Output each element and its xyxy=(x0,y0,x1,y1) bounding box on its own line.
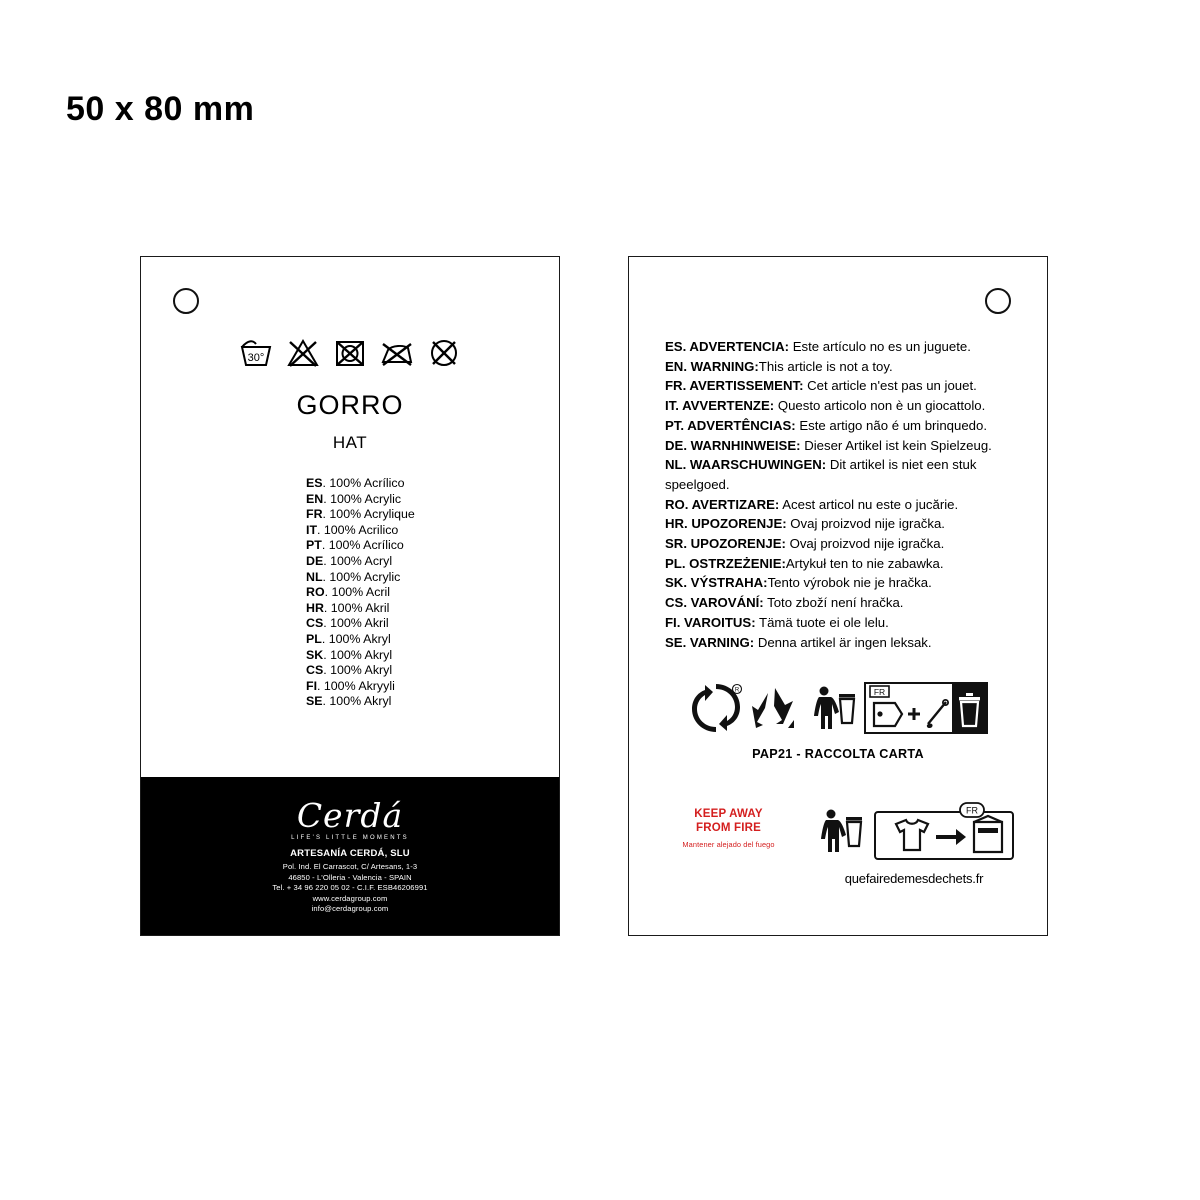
mobius-loop-recycle-icon xyxy=(750,684,800,737)
tag-back xyxy=(628,256,1048,936)
warning-text: Denna artikel är ingen leksak. xyxy=(754,634,932,650)
composition-lang: HR xyxy=(306,600,324,615)
warning-row xyxy=(665,357,1025,377)
brand-email[interactable]: info@cerdagroup.com xyxy=(311,904,389,913)
warning-text: Este artigo não é um brinquedo. xyxy=(795,417,988,433)
warning-text: Artykuł ten to nie zabawka. xyxy=(785,555,944,571)
composition-row xyxy=(141,616,559,632)
warning-text: Ovaj proizvod nije igračka. xyxy=(786,516,945,532)
recycling-block xyxy=(629,682,1047,761)
warning-text: Tämä tuote ei ole lelu. xyxy=(755,614,889,630)
warning-lang: HR. UPOZORENJE: xyxy=(665,516,787,532)
composition-lang: EN xyxy=(306,491,324,506)
warning-row xyxy=(665,593,1025,613)
warning-row xyxy=(665,376,1025,396)
fire-warning-title xyxy=(671,808,786,835)
warning-text: Dieser Artikel ist kein Spielzeug. xyxy=(800,437,992,453)
warning-text: Acest articol nu este o jucărie. xyxy=(779,496,959,512)
fire-warning-block xyxy=(671,802,1025,886)
warnings-list xyxy=(665,337,1025,652)
composition-value: . 100% Acryl xyxy=(323,553,393,568)
punch-hole-icon xyxy=(173,288,199,314)
warning-text: Ovaj proizvod nije igračka. xyxy=(785,536,945,552)
warning-row xyxy=(665,416,1025,436)
warning-row xyxy=(665,534,1025,554)
composition-row xyxy=(141,648,559,664)
warning-row xyxy=(665,436,1025,456)
composition-value: . 100% Akryl xyxy=(321,631,391,646)
brand-logo: Cerdá xyxy=(296,796,404,835)
composition-lang: PL xyxy=(306,631,322,646)
brand-tagline: LIFE'S LITTLE MOMENTS xyxy=(291,835,409,841)
triman-icons-row xyxy=(814,802,1014,865)
warning-lang: SE. VARNING: xyxy=(665,634,755,650)
brand-website[interactable]: www.cerdagroup.com xyxy=(312,893,388,903)
warning-row xyxy=(665,633,1025,653)
do-not-iron-icon xyxy=(380,335,414,369)
composition-lang: SE xyxy=(306,694,323,709)
product-name-translation: HAT xyxy=(332,433,368,452)
fire-warning-text xyxy=(671,802,786,849)
warning-text: Cet article n'est pas un jouet. xyxy=(803,378,977,394)
composition-row xyxy=(141,585,559,601)
warning-row xyxy=(665,495,1025,515)
fire-warning-title-line1: KEEP AWAY xyxy=(694,808,763,820)
composition-lang: FI xyxy=(306,678,318,693)
composition-value: . 100% Acrílico xyxy=(321,538,404,553)
composition-lang: PT xyxy=(306,538,322,553)
pap-caption: PAP21 - RACCOLTA CARTA xyxy=(752,747,924,761)
warning-row xyxy=(665,613,1025,633)
warning-row xyxy=(665,514,1025,534)
composition-lang: NL xyxy=(306,569,323,584)
warning-text: Tento výrobok nie je hračka. xyxy=(767,575,932,591)
composition-row xyxy=(141,632,559,648)
warning-row xyxy=(665,554,1025,574)
composition-row xyxy=(141,601,559,617)
warning-lang: IT. AVVERTENZE: xyxy=(665,398,775,414)
warning-lang: ES. ADVERTENCIA: xyxy=(665,339,790,354)
fire-warning-title-line2: FROM FIRE xyxy=(695,821,762,834)
composition-value: . 100% Acril xyxy=(324,585,391,600)
triman-block xyxy=(814,802,1014,886)
composition-row xyxy=(141,523,559,539)
composition-list xyxy=(141,476,559,710)
warning-text: Toto zboží není hračka. xyxy=(763,595,904,611)
warning-row xyxy=(665,573,1025,593)
composition-lang: DE xyxy=(306,553,324,568)
page-title: 50 x 80 mm xyxy=(66,90,255,128)
warning-lang: RO. AVERTIZARE: xyxy=(665,496,780,512)
warning-lang: FR. AVERTISSEMENT: xyxy=(665,378,804,394)
tidyman-bin-icon xyxy=(807,683,857,738)
triman-caption[interactable]: quefairedemesdechets.fr xyxy=(844,871,984,886)
composition-value: . 100% Akril xyxy=(323,600,390,615)
composition-lang: RO xyxy=(306,585,325,600)
composition-lang: FR xyxy=(306,507,323,522)
brand-company-name: ARTESANÍA CERDÁ, SLU xyxy=(290,848,410,859)
warning-row xyxy=(665,455,1025,494)
warning-text: Este artículo no es un juguete. xyxy=(789,339,971,354)
brand-footer xyxy=(141,777,559,935)
composition-row xyxy=(141,679,559,695)
composition-lang: IT xyxy=(306,522,318,537)
tag-front xyxy=(140,256,560,936)
recycling-icons-row xyxy=(629,682,1047,739)
warning-lang: CS. VAROVÁNÍ: xyxy=(665,595,764,611)
do-not-tumble-dry-icon xyxy=(333,335,367,369)
composition-row xyxy=(141,538,559,554)
composition-value: . 100% Acrylic xyxy=(322,569,401,584)
warning-row xyxy=(665,396,1025,416)
punch-hole-icon xyxy=(985,288,1011,314)
do-not-bleach-icon xyxy=(286,335,320,369)
wash-30-icon xyxy=(239,335,273,369)
svg-text:FR: FR xyxy=(873,687,885,697)
composition-row xyxy=(141,663,559,679)
brand-contact-line: Tel. + 34 96 220 05 02 - C.I.F. ESB46206991 xyxy=(272,883,428,892)
warning-lang: DE. WARNHINWEISE: xyxy=(665,437,801,453)
care-symbols-row xyxy=(141,335,559,369)
composition-lang: CS xyxy=(306,616,324,631)
composition-row xyxy=(141,570,559,586)
svg-text:30°: 30° xyxy=(247,352,265,364)
triman-tag-bin-icon xyxy=(864,682,988,739)
warning-lang: EN. WARNING: xyxy=(665,358,759,374)
warning-lang: SR. UPOZORENJE: xyxy=(665,536,786,552)
composition-value: . 100% Acrylique xyxy=(322,507,415,522)
composition-lang: SK xyxy=(306,647,324,662)
composition-row xyxy=(141,554,559,570)
warning-lang: FI. VAROITUS: xyxy=(665,614,756,630)
svg-text:R: R xyxy=(734,687,739,694)
composition-value: . 100% Akryl xyxy=(323,647,393,662)
triman-textile-bin-icon xyxy=(874,802,1014,865)
composition-value: . 100% Akryyli xyxy=(317,678,395,693)
warning-row xyxy=(665,337,1025,357)
composition-value: . 100% Akryl xyxy=(322,694,392,709)
warning-text: Questo articolo non è un giocattolo. xyxy=(774,398,986,414)
composition-value: . 100% Acrílico xyxy=(322,476,405,490)
composition-row xyxy=(141,476,559,492)
composition-lang: ES xyxy=(306,476,323,490)
warning-lang: PL. OSTRZEŻENIE: xyxy=(665,555,786,571)
composition-value: . 100% Acrylic xyxy=(323,491,402,506)
warning-lang: SK. VÝSTRAHA: xyxy=(665,575,768,591)
warning-lang: NL. WAARSCHUWINGEN: xyxy=(665,457,827,473)
warning-text: This article is not a toy. xyxy=(758,358,893,374)
composition-value: . 100% Acrilico xyxy=(317,522,399,537)
tidyman-bin-icon xyxy=(814,806,864,861)
composition-lang: CS xyxy=(306,663,324,678)
product-name: GORRO xyxy=(296,390,404,420)
warning-text: Dit artikel is niet een stuk speelgoed. xyxy=(665,457,977,492)
do-not-dry-clean-icon xyxy=(427,335,461,369)
warning-lang: PT. ADVERTÊNCIAS: xyxy=(665,417,796,433)
fire-warning-subtitle: Mantener alejado del fuego xyxy=(682,840,775,849)
composition-value: . 100% Akril xyxy=(323,616,389,631)
svg-text:FR: FR xyxy=(966,805,978,816)
composition-row xyxy=(141,694,559,710)
green-dot-icon xyxy=(689,683,743,738)
composition-value: . 100% Akryl xyxy=(323,663,393,678)
composition-row xyxy=(141,507,559,523)
brand-address-line-2: 46850 - L'Olleria - Valencia - SPAIN xyxy=(288,872,412,882)
brand-address-line-1: Pol. Ind. El Carrascot, C/ Artesans, 1-3 xyxy=(282,862,418,871)
composition-row xyxy=(141,492,559,508)
